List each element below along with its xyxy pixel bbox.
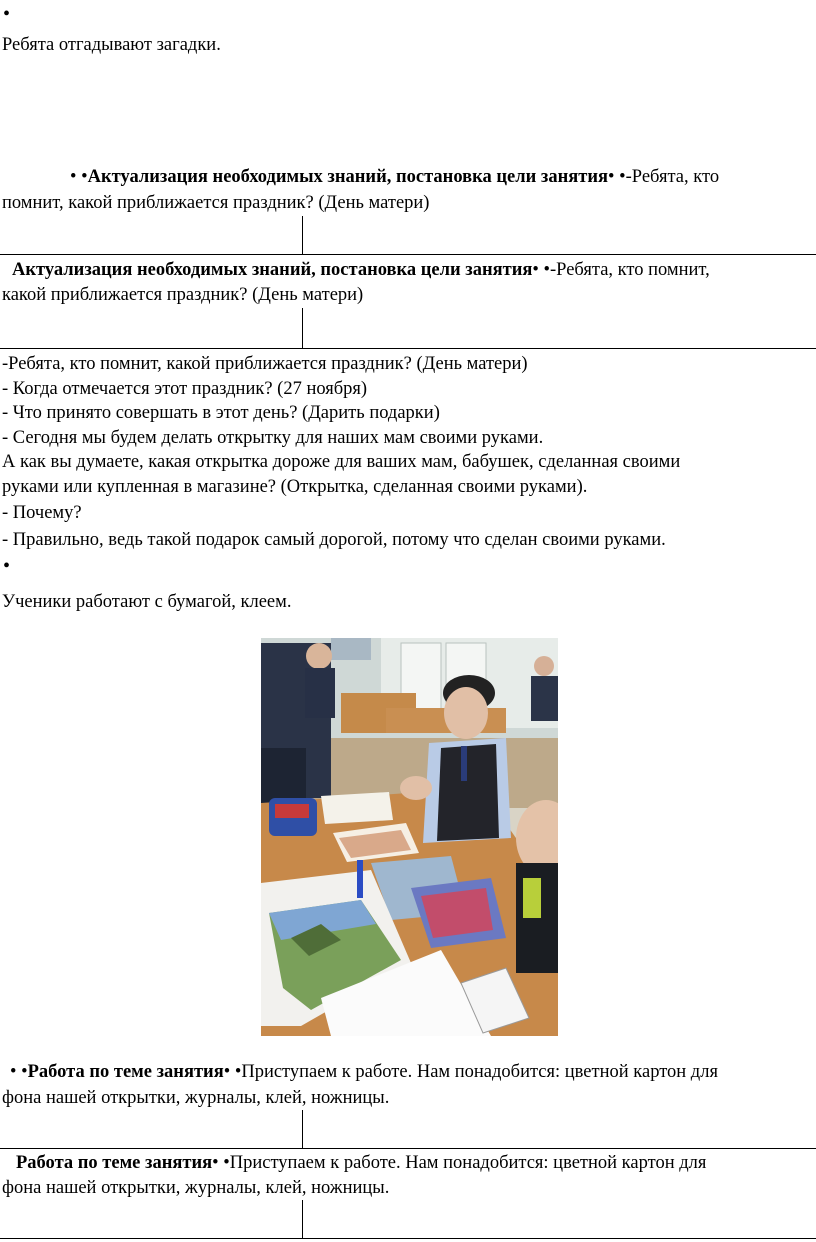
section1-repeat-heading-line [12, 260, 710, 281]
riddles-line: Ребята отгадывают загадки. [2, 35, 221, 55]
table-divider-horizontal [0, 1148, 816, 1149]
section2-text-first: Приступаем к работе. Нам понадобится: цветной картон для [241, 1062, 718, 1082]
section1-text-second: помнит, какой приближается праздник? (День матери) [2, 193, 430, 213]
dialogue-line: - Почему? [2, 503, 82, 523]
dialogue-line: - Что принято совершать в этот день? (Дарить подарки) [2, 403, 440, 423]
table-divider-vertical [302, 308, 303, 348]
section1-repeat-text-first: -Ребята, кто помнит, [550, 260, 710, 280]
section1-mid-bullets: • • [608, 167, 626, 187]
dialogue-line: руками или купленная в магазине? (Открытка, сделанная своими руками). [2, 476, 588, 497]
table-divider-horizontal [0, 254, 816, 255]
section2-heading: Работа по теме занятия [27, 1062, 224, 1082]
section1-text-first: -Ребята, кто [625, 167, 720, 187]
section2-text-second: фона нашей открытки, журналы, клей, ножницы. [2, 1088, 390, 1108]
top-bullet: • [3, 3, 11, 25]
section2-repeat-heading: Работа по теме занятия [16, 1153, 213, 1173]
table-divider-vertical [302, 216, 303, 254]
table-divider-horizontal [0, 1238, 816, 1239]
section2-repeat-heading-line [16, 1153, 706, 1174]
section1-repeat-text-second: какой приближается праздник? (День матери) [2, 285, 364, 305]
table-divider-horizontal [0, 348, 816, 349]
section2-mid-bullets: • • [223, 1062, 242, 1082]
table-divider-vertical [302, 1200, 303, 1238]
section2-heading-line [10, 1062, 718, 1083]
classroom-photo [261, 638, 558, 1036]
section2-repeat-mid-bullets: • • [212, 1153, 230, 1173]
students-line: Ученики работают с бумагой, клеем. [2, 592, 292, 612]
table-divider-vertical [302, 1110, 303, 1148]
section2-repeat-text-second: фона нашей открытки, журналы, клей, ножницы. [2, 1178, 390, 1198]
section1-lead-bullets: • • [70, 167, 88, 187]
dialogue-line: -Ребята, кто помнит, какой приближается праздник? (День матери) [2, 354, 528, 374]
dialogue-line: - Правильно, ведь такой подарок самый дорогой, потому что сделан своими руками. [2, 529, 666, 550]
section2-repeat-text-first: Приступаем к работе. Нам понадобится: цветной картон для [229, 1153, 707, 1173]
section2-lead-bullets: • • [10, 1062, 28, 1082]
section1-heading-line [70, 167, 719, 188]
students-bullet: • [3, 555, 11, 577]
section1-repeat-mid-bullets: • • [532, 260, 551, 280]
section1-heading: Актуализация необходимых знаний, постановка цели занятия [87, 167, 609, 187]
dialogue-block [2, 352, 814, 552]
section1-repeat-heading: Актуализация необходимых знаний, постановка цели занятия [12, 260, 533, 280]
dialogue-line: - Когда отмечается этот праздник? (27 ноября) [2, 378, 368, 399]
classroom-photo-illustration [261, 638, 558, 1036]
dialogue-line: А как вы думаете, какая открытка дороже для ваших мам, бабушек, сделанная своими [2, 452, 681, 472]
dialogue-line: - Сегодня мы будем делать открытку для наших мам своими руками. [2, 427, 544, 448]
